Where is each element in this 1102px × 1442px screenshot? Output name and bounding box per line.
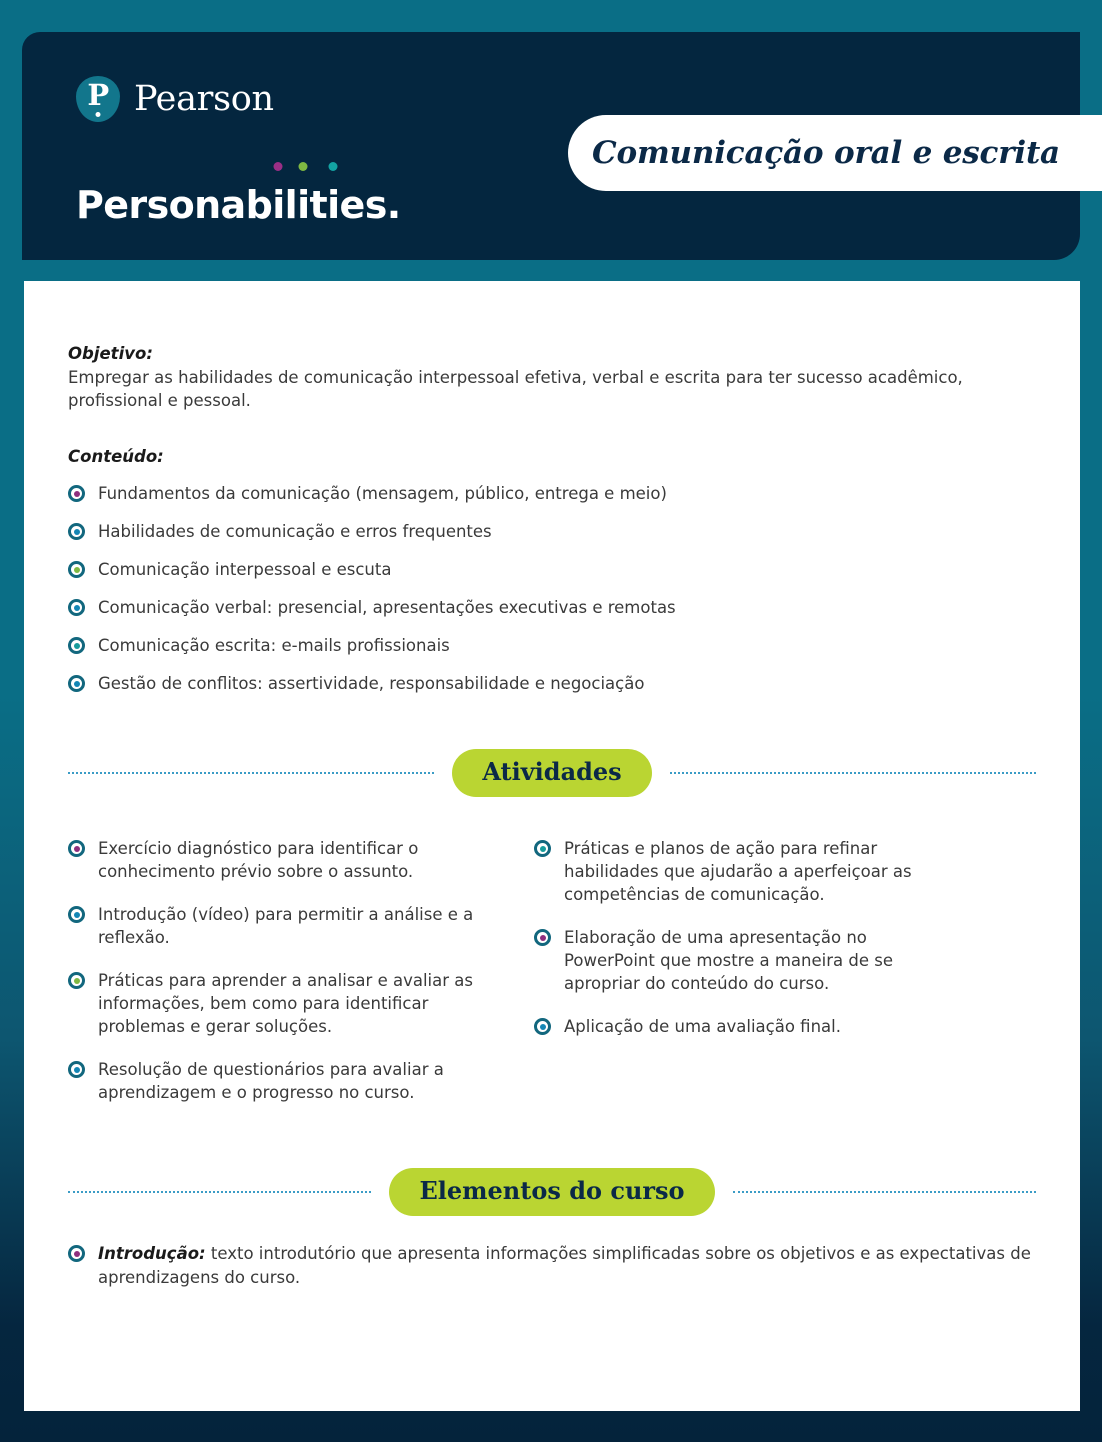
content-label: Conteúdo: <box>68 447 164 466</box>
bullet-dot-icon <box>74 846 80 852</box>
brand-text-prefix: Personab <box>76 183 273 227</box>
list-item-label: Comunicação interpessoal e escuta <box>98 560 392 579</box>
pearson-logo-dot <box>96 112 101 117</box>
activities-divider <box>68 749 1036 797</box>
bullet-dot-icon <box>74 605 80 611</box>
brand-i-2-text: i <box>297 183 310 227</box>
bullet-dot-icon <box>74 1251 80 1257</box>
divider-line-left-2 <box>68 1191 371 1193</box>
course-title: Comunicação oral e escrita <box>592 135 1060 171</box>
objective-text: Empregar as habilidades de comunicação interpessoal efetiva, verbal e escrita para ter sucesso acadêmico, profissional e pessoal. <box>68 368 963 410</box>
divider-line-right-2 <box>733 1191 1036 1193</box>
bullet-ring-icon <box>68 906 85 923</box>
list-item-label: Fundamentos da comunicação (mensagem, público, entrega e meio) <box>98 484 667 503</box>
brand-logo-row <box>76 76 274 122</box>
list-item <box>68 634 1036 657</box>
bullet-dot-icon <box>74 912 80 918</box>
list-item-label: Exercício diagnóstico para identificar o conhecimento prévio sobre o assunto. <box>98 839 419 881</box>
list-item <box>68 520 1036 543</box>
pearson-wordmark: Pearson <box>134 79 274 119</box>
bullet-dot-icon <box>74 1067 80 1073</box>
bullet-ring-icon <box>68 1061 85 1078</box>
bullet-ring-icon <box>68 599 85 616</box>
course-element-text: Introdução: texto introdutório que apresenta informações simplificadas sobre os objetivos e as expectativas de aprendizagens do curso. <box>98 1244 1031 1287</box>
brand-text-suffix: es. <box>339 183 401 227</box>
list-item <box>534 926 954 995</box>
brand-dot-1 <box>274 162 283 171</box>
activities-section-label: Atividades <box>452 749 651 797</box>
bullet-ring-icon <box>68 523 85 540</box>
bullet-ring-icon <box>68 1245 85 1262</box>
course-element-label: Introdução: <box>98 1244 206 1263</box>
list-item-label: Introdução (vídeo) para permitir a análise e a reflexão. <box>98 905 474 947</box>
course-title-banner <box>568 115 1102 191</box>
list-item-label: Habilidades de comunicação e erros frequentes <box>98 522 492 541</box>
bullet-dot-icon <box>74 529 80 535</box>
list-item <box>68 969 488 1038</box>
content-section <box>68 446 1036 695</box>
activities-section <box>68 749 1036 1124</box>
course-elements-list <box>68 1242 1036 1290</box>
brand-i-3-text: i <box>327 183 340 227</box>
list-item <box>68 558 1036 581</box>
divider-line-left <box>68 772 434 774</box>
bullet-dot-icon <box>74 643 80 649</box>
pearson-logo-letter: P <box>87 78 109 112</box>
list-item <box>68 903 488 949</box>
activities-right-list <box>534 837 954 1038</box>
content-panel <box>24 281 1080 1411</box>
divider-line-right <box>670 772 1036 774</box>
bullet-ring-icon <box>68 561 85 578</box>
brand-letter-l: l <box>284 183 298 227</box>
brand-letter-i-1 <box>272 183 284 227</box>
list-item-label: Elaboração de uma apresentação no PowerPoint que mostre a maneira de se apropriar do conteúdo do curso. <box>564 928 893 993</box>
list-item-label: Resolução de questionários para avaliar a aprendizagem e o progresso no curso. <box>98 1060 444 1102</box>
activities-left-list <box>68 837 488 1104</box>
list-item <box>68 596 1036 619</box>
course-elements-section <box>68 1168 1036 1290</box>
activities-columns <box>68 837 1036 1124</box>
content-list <box>68 482 1036 695</box>
bullet-ring-icon <box>68 675 85 692</box>
bullet-ring-icon <box>534 840 551 857</box>
bullet-dot-icon <box>74 978 80 984</box>
bullet-dot-icon <box>540 846 546 852</box>
bullet-ring-icon <box>68 972 85 989</box>
activities-right-column <box>534 837 954 1124</box>
list-item-label: Aplicação de uma avaliação final. <box>564 1017 841 1036</box>
list-item <box>68 1058 488 1104</box>
course-elements-section-label: Elementos do curso <box>389 1168 714 1216</box>
brand-letter-t: t <box>309 183 328 227</box>
bullet-dot-icon <box>74 681 80 687</box>
bullet-ring-icon <box>68 840 85 857</box>
bullet-dot-icon <box>74 567 80 573</box>
bullet-ring-icon <box>68 637 85 654</box>
bullet-dot-icon <box>540 935 546 941</box>
bullet-ring-icon <box>534 1018 551 1035</box>
bullet-ring-icon <box>534 929 551 946</box>
brand-letter-i-3 <box>327 183 339 227</box>
objective-label: Objetivo: <box>68 344 153 363</box>
list-item <box>68 672 1036 695</box>
list-item <box>68 1242 1036 1290</box>
objective-section <box>68 343 1036 412</box>
brand-dot-2 <box>299 162 308 171</box>
brand-dot-3 <box>329 162 338 171</box>
brand-i-1-text: i <box>272 183 285 227</box>
personabilities-wordmark <box>76 182 401 228</box>
list-item <box>534 837 954 906</box>
list-item-label: Comunicação verbal: presencial, apresentações executivas e remotas <box>98 598 676 617</box>
list-item-label: Práticas e planos de ação para refinar habilidades que ajudarão a aperfeiçoar as competências de comunicação. <box>564 839 912 904</box>
list-item <box>534 1015 954 1038</box>
pearson-logo-icon <box>76 76 120 122</box>
list-item-label: Comunicação escrita: e-mails profissionais <box>98 636 450 655</box>
brand-letter-i-2 <box>297 183 309 227</box>
activities-left-column <box>68 837 488 1124</box>
list-item <box>68 837 488 883</box>
course-elements-divider <box>68 1168 1036 1216</box>
bullet-dot-icon <box>74 491 80 497</box>
bullet-dot-icon <box>540 1024 546 1030</box>
list-item-label: Práticas para aprender a analisar e avaliar as informações, bem como para identificar problemas e gerar soluções. <box>98 971 473 1036</box>
bullet-ring-icon <box>68 485 85 502</box>
list-item <box>68 482 1036 505</box>
list-item-label: Gestão de conflitos: assertividade, responsabilidade e negociação <box>98 674 645 693</box>
